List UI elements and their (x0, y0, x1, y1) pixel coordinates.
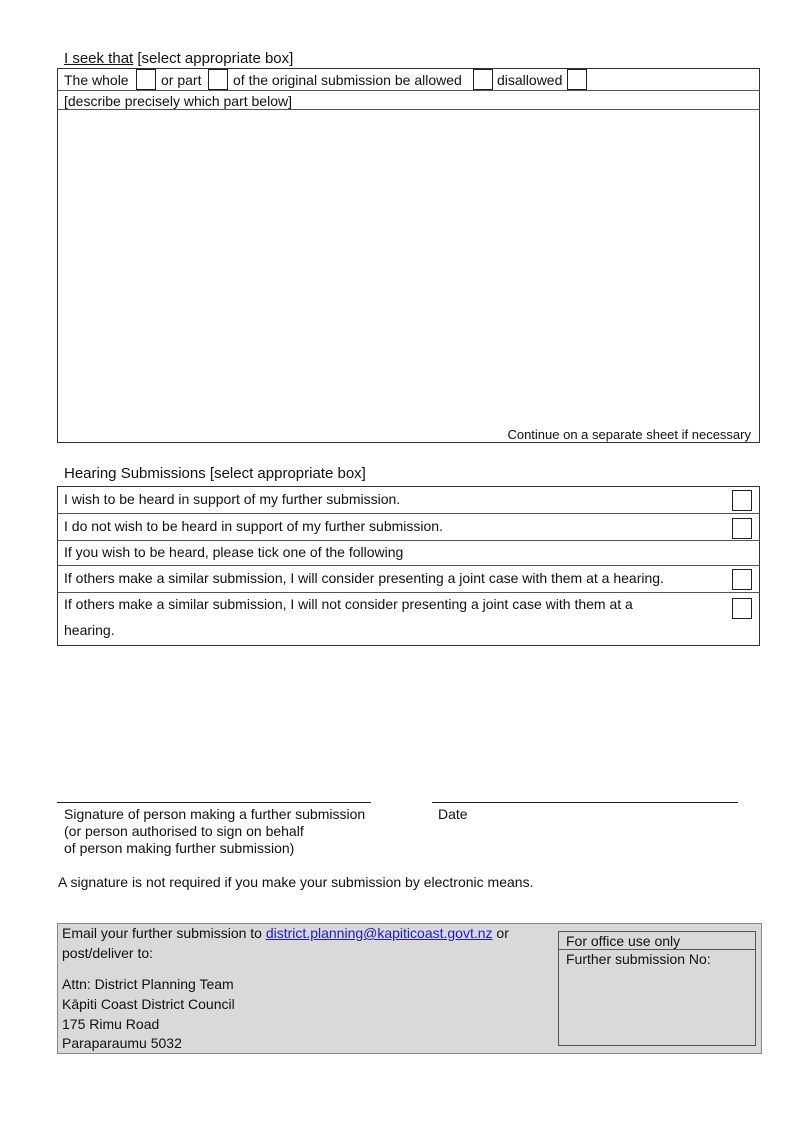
signature-line[interactable] (57, 802, 371, 803)
disallowed-checkbox[interactable] (567, 69, 587, 90)
seek-title-rest: [select appropriate box] (133, 50, 294, 67)
whole-checkbox[interactable] (136, 69, 156, 90)
no-joint-case-option: If others make a similar submission, I will not consider presenting a joint case with them at a (64, 596, 633, 612)
hearing-title: Hearing Submissions [select appropriate box] (64, 465, 366, 482)
divider (558, 949, 756, 950)
divider (57, 90, 760, 91)
signature-label-2: (or person authorised to sign on behalf (64, 823, 304, 839)
email-suffix: or (492, 925, 509, 941)
signature-note: A signature is not required if you make your submission by electronic means. (58, 874, 534, 890)
signature-label: Signature of person making a further submission (64, 806, 366, 822)
hearing-option-1: I wish to be heard in support of my further submission. (64, 491, 401, 507)
whole-label: The whole (64, 72, 129, 88)
heard-checkbox[interactable] (732, 490, 752, 511)
date-line[interactable] (432, 802, 738, 803)
allowed-label: of the original submission be allowed (233, 72, 462, 88)
further-submission-no-label: Further submission No: (566, 951, 711, 967)
email-prefix: Email your further submission to (62, 925, 266, 941)
or-part-label: or part (161, 72, 202, 88)
address-street: 175 Rimu Road (62, 1016, 160, 1032)
disallowed-label: disallowed (497, 72, 563, 88)
date-label: Date (438, 806, 468, 822)
continue-note: Continue on a separate sheet if necessary (507, 427, 751, 442)
post-label: post/deliver to: (62, 945, 154, 961)
address-council: Kāpiti Coast District Council (62, 996, 235, 1012)
part-checkbox[interactable] (208, 69, 228, 90)
divider (57, 540, 760, 541)
divider (57, 109, 760, 110)
signature-label-3: of person making further submission) (64, 840, 295, 856)
hearing-instruction: If you wish to be heard, please tick one of the following (64, 544, 404, 560)
hearing-table (57, 486, 760, 646)
email-link[interactable]: district.planning@kapiticoast.govt.nz (265, 925, 493, 941)
allowed-checkbox[interactable] (473, 69, 493, 90)
joint-case-option: If others make a similar submission, I will consider presenting a joint case with them at a hearing. (64, 570, 664, 586)
divider (57, 592, 760, 593)
email-line (62, 925, 509, 941)
address-city: Paraparaumu 5032 (62, 1035, 182, 1051)
seek-title (64, 50, 293, 67)
divider (57, 565, 760, 566)
divider (57, 513, 760, 514)
joint-case-checkbox[interactable] (732, 569, 752, 590)
address-attn: Attn: District Planning Team (62, 976, 234, 992)
seek-title-underlined: I seek that (64, 50, 134, 67)
not-heard-checkbox[interactable] (732, 518, 752, 539)
describe-textarea[interactable] (58, 111, 758, 423)
no-joint-case-option-cont: hearing. (64, 622, 115, 638)
office-use-label: For office use only (566, 933, 681, 949)
describe-label: [describe precisely which part below] (64, 93, 292, 109)
hearing-option-2: I do not wish to be heard in support of my further submission. (64, 518, 443, 534)
no-joint-case-checkbox[interactable] (732, 598, 752, 619)
